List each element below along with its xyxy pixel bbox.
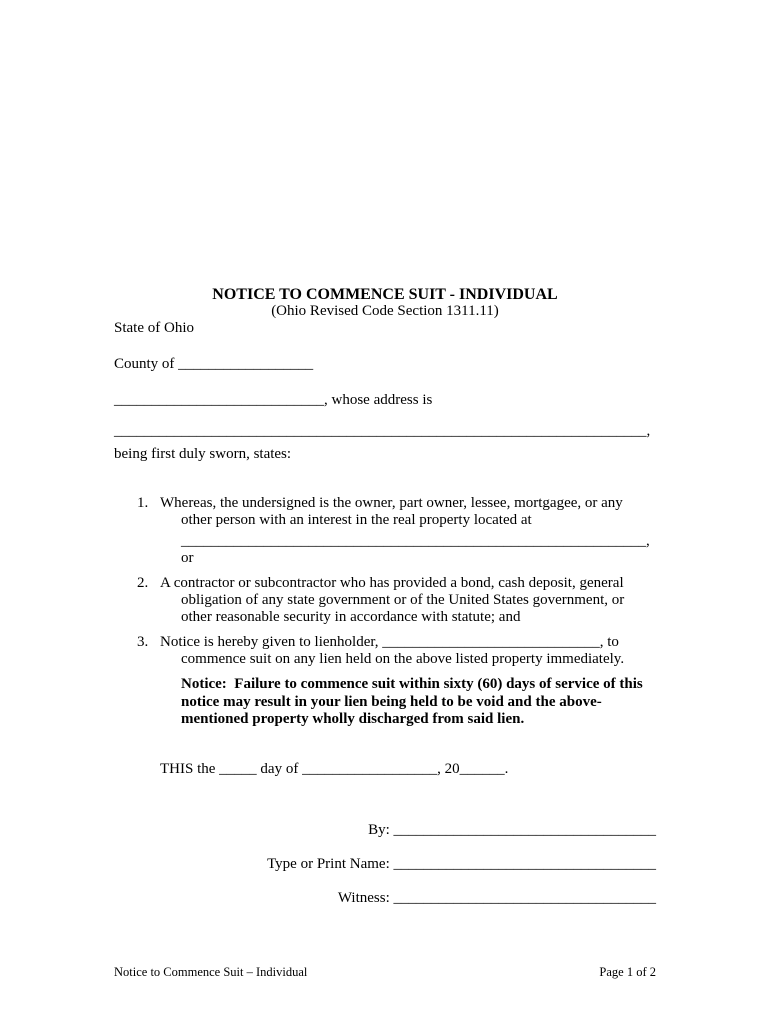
document-subtitle: (Ohio Revised Code Section 1311.11) (271, 303, 499, 319)
item-2-text: A contractor or subcontractor who has provided a bond, cash deposit, general obligation of any state government or of the United States government, or other reasonable security in accordance with statute; and (160, 575, 628, 625)
page-footer (114, 965, 656, 980)
item-1-blank-line (181, 533, 656, 550)
print-name-label: Type or Print Name: (267, 855, 394, 872)
list-item-2 (137, 575, 656, 626)
county-line (114, 356, 656, 373)
item-1-or-text: or (181, 550, 194, 566)
footer-document-name: Notice to Commence Suit – Individual (114, 965, 308, 979)
address-comma: , (646, 423, 651, 439)
property-location-blank-field[interactable]: ______________________________________________________________ (181, 533, 646, 549)
by-label: By: (368, 821, 394, 838)
day-blank-field[interactable]: _____ (219, 760, 257, 777)
state-line: State of Ohio (114, 320, 194, 336)
item-3-text (160, 634, 656, 668)
witness-blank-field[interactable]: ___________________________________ (393, 889, 656, 906)
lienholder-blank-field[interactable]: _____________________________ (382, 634, 600, 650)
item-1-blank-comma: , (646, 533, 650, 549)
date-line (160, 761, 656, 778)
numbered-list (114, 495, 656, 668)
item-1-number: 1. (137, 495, 149, 511)
county-label: County of (114, 356, 179, 372)
list-item-3 (137, 634, 656, 668)
sworn-line: being first duly sworn, states: (114, 446, 292, 462)
item-3-number: 3. (137, 634, 149, 650)
date-line-this-the: THIS the (160, 760, 220, 777)
witness-label: Witness: (337, 889, 394, 906)
county-blank-field[interactable]: __________________ (178, 356, 314, 372)
by-signature-line (114, 822, 656, 839)
whose-address-label: , whose address is (324, 392, 433, 408)
footer-page-number: Page 1 of 2 (599, 965, 656, 979)
item-3-text-before: Notice is hereby given to lienholder, (160, 634, 383, 650)
witness-line (114, 890, 656, 907)
affiant-name-blank-field[interactable]: ____________________________ (114, 392, 324, 408)
print-name-blank-field[interactable]: ___________________________________ (393, 855, 656, 872)
year-blank-field[interactable]: ______ (459, 760, 505, 777)
list-item-1 (137, 495, 656, 567)
item-2-number: 2. (137, 575, 149, 591)
item-1-text: Whereas, the undersigned is the owner, part owner, lessee, mortgagee, or any other person with an interest in the real property located at (160, 495, 627, 528)
address-line (114, 423, 656, 440)
by-signature-blank-field[interactable]: ___________________________________ (393, 821, 656, 838)
date-line-day-of: day of (256, 760, 303, 777)
month-blank-field[interactable]: __________________ (302, 760, 438, 777)
item-3-text-after: , to commence suit on any lien held on the above listed property immediately. (181, 634, 625, 667)
print-name-line (114, 856, 656, 873)
address-blank-field[interactable]: _______________________________________________________________________ (114, 423, 647, 439)
affiant-name-line (114, 392, 656, 409)
date-line-period: . (504, 760, 509, 777)
document-title: NOTICE TO COMMENCE SUIT - INDIVIDUAL (212, 286, 558, 303)
notice-warning-paragraph: Notice: Failure to commence suit within sixty (60) days of service of this notice may result in your lien being held to be void and the above-mentioned property wholly discharged from said lien. (181, 676, 647, 727)
date-line-20: , 20 (437, 760, 460, 777)
